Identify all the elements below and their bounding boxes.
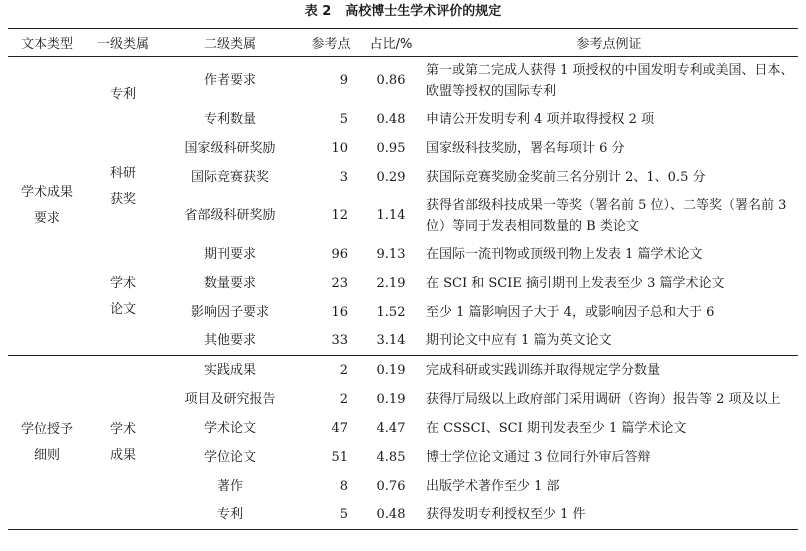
percent-cell: 0.48 [362,501,420,530]
count-cell: 12 [331,208,348,223]
example-cell: 申请公开发明专利 4 项并取得授权 2 项 [426,111,655,127]
table-row [8,57,798,105]
percent-cell: 9.13 [376,246,406,262]
type-cell: 学位授予 细则 [8,356,86,530]
subcategory-cell: 项目及研究报告 [184,391,276,407]
subcategory-cell: 国家级科研奖励 [184,140,276,156]
col-header-example: 参考点例证 [420,29,798,57]
count-cell: 8 [339,478,348,494]
example-cell: 在国际一流刊物或顶级刊物上发表 1 篇学术论文 [426,246,703,262]
example-cell: 至少 1 篇影响因子大于 4，或影响因子总和大于 6 [426,304,715,320]
category-cell: 专利 [109,87,136,103]
subcategory-cell: 影响因子要求 [190,304,269,320]
example-cell: 获得省部级科技成果一等奖（署名前 5 位）、二等奖（署名前 3 位）等同于发表相同数量的 B 类论文 [426,197,787,234]
subcategory-cell: 数量要求 [203,275,256,291]
col-header-percent: 占比/% [362,29,420,57]
percent-cell: 1.52 [376,304,406,320]
example-cell: 期刊论文中应有 1 篇为英文论文 [420,327,798,356]
count-cell: 2 [339,362,348,378]
percent-cell: 0.86 [376,73,406,89]
count-cell: 51 [331,449,348,465]
percent-cell: 3.14 [362,327,420,356]
example-cell: 获得厅局级以上政府部门采用调研（咨询）报告等 2 项及以上 [426,391,781,407]
example-cell: 博士学位论文通过 3 位同行外审后答辩 [426,449,651,465]
percent-cell: 2.19 [376,275,406,291]
example-cell: 出版学术著作至少 1 部 [426,478,560,494]
table-row [8,134,798,163]
table-caption [0,0,806,26]
percent-cell: 0.19 [376,362,406,378]
example-cell: 第一或第二完成人获得 1 项授权的中国发明专利或美国、日本、欧盟等授权的国际专利 [426,62,794,99]
subcategory-cell: 学位论文 [203,449,256,465]
category-cell: 学术 论文 [86,240,160,356]
example-cell: 在 SCI 和 SCIE 摘引期刊上发表至少 3 篇学术论文 [426,275,725,291]
subcategory-cell: 国际竞赛获奖 [190,169,269,185]
percent-cell: 0.76 [376,478,406,494]
percent-cell: 0.95 [376,140,406,156]
count-cell: 33 [300,327,362,356]
category-cell: 科研 获奖 [109,165,136,207]
example-cell: 获国际竞赛奖励金奖前三名分别计 2、1、0.5 分 [426,169,706,185]
count-cell: 23 [331,275,348,291]
percent-cell: 4.85 [376,449,406,465]
example-cell: 在 CSSCI、SCI 期刊发表至少 1 篇学术论文 [426,420,687,436]
subcategory-cell: 作者要求 [203,73,256,89]
header-row [8,29,798,57]
percent-cell: 0.19 [376,391,406,407]
table-row [8,240,798,269]
evaluation-table [8,28,798,530]
subcategory-cell: 专利数量 [203,111,256,127]
count-cell: 5 [300,501,362,530]
col-header-type: 文本类型 [8,29,86,57]
subcategory-cell: 实践成果 [203,362,256,378]
count-cell: 2 [339,391,348,407]
count-cell: 16 [331,304,348,320]
percent-cell: 1.14 [376,208,406,223]
example-cell: 国家级科技奖励，署名每项计 6 分 [426,140,625,156]
count-cell: 3 [339,169,348,185]
count-cell: 47 [331,420,348,436]
subcategory-cell: 专利 [160,501,300,530]
count-cell: 96 [331,246,348,262]
example-cell: 获得发明专利授权至少 1 件 [420,501,798,530]
col-header-subcategory: 二级类属 [160,29,300,57]
subcategory-cell: 期刊要求 [203,246,256,262]
example-cell: 完成科研或实践训练并取得规定学分数量 [426,362,661,378]
col-header-count: 参考点 [300,29,362,57]
count-cell: 9 [339,73,348,89]
percent-cell: 0.48 [376,111,406,127]
count-cell: 10 [331,140,348,156]
table-row [8,356,798,385]
percent-cell: 0.29 [376,169,406,185]
caption-title: 高校博士生学术评价的规定 [345,4,502,19]
category-cell: 学术 成果 [86,356,160,530]
subcategory-cell: 省部级科研奖励 [184,208,276,223]
subcategory-cell: 其他要求 [160,327,300,356]
caption-number: 表 2 [304,4,332,19]
percent-cell: 4.47 [376,420,406,436]
subcategory-cell: 学术论文 [203,420,256,436]
type-cell: 学术成果 要求 [8,57,86,356]
count-cell: 5 [339,111,348,127]
col-header-category: 一级类属 [86,29,160,57]
subcategory-cell: 著作 [216,478,243,494]
